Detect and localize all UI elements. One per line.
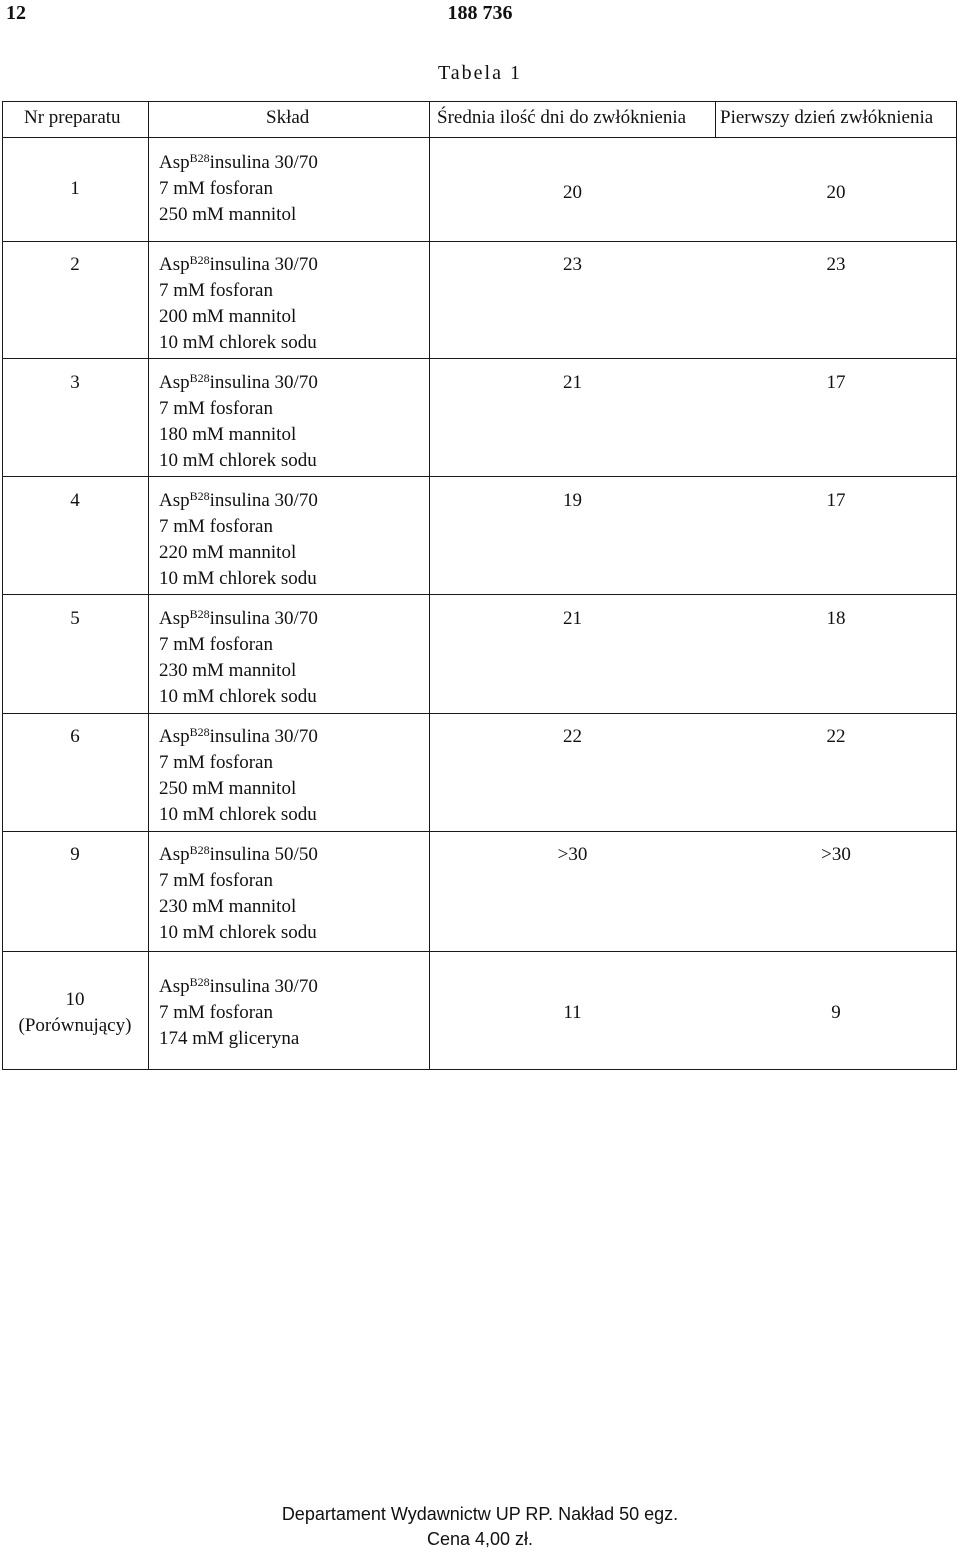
row-srednia: >30 (557, 844, 588, 865)
row-srednia: 11 (563, 1002, 582, 1023)
row-srednia: 20 (563, 182, 582, 203)
ingredient-prefix: Asp (159, 490, 190, 511)
ingredient: 10 mM chlorek sodu (159, 922, 317, 943)
ingredient: 7 mM fosforan (159, 634, 273, 655)
ingredient-first: insulina 30/70 (209, 608, 318, 629)
ingredient-first: insulina 30/70 (209, 976, 318, 997)
row-sklad (159, 370, 318, 474)
data-table (2, 101, 957, 1070)
row-divider (2, 713, 957, 714)
header-srednia: Średnia ilość dni do zwłóknienia (437, 107, 687, 128)
ingredient-superscript: B28 (189, 489, 210, 503)
table-border-left (2, 101, 3, 1070)
ingredient-first: insulina 30/70 (209, 152, 318, 173)
ingredient-superscript: B28 (189, 253, 210, 267)
row-srednia: 22 (563, 726, 582, 747)
row-srednia: 19 (563, 490, 582, 511)
ingredient-first: insulina 30/70 (209, 726, 318, 747)
publisher-footer (0, 1502, 960, 1552)
column-divider (148, 101, 149, 1070)
ingredient: 10 mM chlorek sodu (159, 332, 317, 353)
row-pierwszy: 17 (826, 490, 846, 511)
ingredient: 7 mM fosforan (159, 1002, 273, 1023)
table-border-right (956, 101, 957, 1070)
ingredient-superscript: B28 (189, 843, 210, 857)
ingredient-prefix: Asp (159, 254, 190, 275)
row-nr: 5 (70, 608, 80, 629)
row-pierwszy: 23 (826, 254, 846, 275)
ingredient-prefix: Asp (159, 372, 190, 393)
ingredient-first: insulina 50/50 (209, 844, 318, 865)
ingredient-superscript: B28 (189, 975, 210, 989)
row-divider (2, 476, 957, 477)
ingredient: 7 mM fosforan (159, 280, 273, 301)
page-number: 12 (6, 2, 26, 24)
ingredient: 7 mM fosforan (159, 516, 273, 537)
row-pierwszy: 9 (831, 1002, 841, 1023)
row-srednia: 21 (563, 372, 582, 393)
ingredient: 10 mM chlorek sodu (159, 568, 317, 589)
row-pierwszy: 18 (826, 608, 846, 629)
row-divider (2, 594, 957, 595)
row-pierwszy: 20 (826, 182, 846, 203)
ingredient: 7 mM fosforan (159, 752, 273, 773)
row-pierwszy: >30 (821, 844, 851, 865)
ingredient-prefix: Asp (159, 976, 190, 997)
ingredient: 230 mM mannitol (159, 660, 297, 681)
row-sklad (159, 150, 318, 228)
row-nr: 9 (70, 844, 80, 865)
row-sklad (159, 606, 318, 710)
ingredient: 7 mM fosforan (159, 398, 273, 419)
row-pierwszy: 17 (826, 372, 846, 393)
ingredient: 10 mM chlorek sodu (159, 450, 317, 471)
row-nr: 4 (70, 490, 80, 511)
header-pierwszy: Pierwszy dzień zwłóknienia (720, 107, 934, 128)
ingredient: 10 mM chlorek sodu (159, 686, 317, 707)
ingredient-superscript: B28 (189, 607, 210, 621)
row-nr: 10 (65, 989, 85, 1010)
row-pierwszy: 22 (826, 726, 846, 747)
row-nr-note: (Porównujący) (18, 1015, 132, 1036)
row-sklad (159, 252, 318, 356)
ingredient-prefix: Asp (159, 152, 190, 173)
header-nr-preparatu: Nr preparatu (24, 107, 121, 128)
ingredient: 230 mM mannitol (159, 896, 297, 917)
row-nr: 3 (70, 372, 80, 393)
header-divider (2, 137, 957, 138)
header-sklad: Skład (266, 107, 310, 128)
row-sklad (159, 488, 318, 592)
row-divider (2, 951, 957, 952)
ingredient-first: insulina 30/70 (209, 372, 318, 393)
patent-number: 188 736 (447, 2, 513, 24)
row-nr: 6 (70, 726, 80, 747)
footer-price: Cena 4,00 zł. (426, 1529, 534, 1549)
ingredient: 200 mM mannitol (159, 306, 297, 327)
ingredient: 180 mM mannitol (159, 424, 297, 445)
ingredient: 10 mM chlorek sodu (159, 804, 317, 825)
ingredient: 7 mM fosforan (159, 178, 273, 199)
column-divider (715, 101, 716, 137)
row-nr: 2 (70, 254, 80, 275)
row-nr: 1 (70, 178, 80, 199)
table-title: Tabela 1 (437, 62, 522, 84)
row-srednia: 23 (563, 254, 582, 275)
table-border-bottom (2, 1069, 957, 1070)
row-sklad (159, 724, 318, 828)
table-border-top (2, 101, 957, 102)
ingredient-superscript: B28 (189, 371, 210, 385)
ingredient-first: insulina 30/70 (209, 490, 318, 511)
ingredient-superscript: B28 (189, 725, 210, 739)
ingredient-first: insulina 30/70 (209, 254, 318, 275)
row-sklad (159, 842, 318, 946)
row-sklad (159, 974, 318, 1052)
ingredient: 174 mM gliceryna (159, 1028, 300, 1049)
row-divider (2, 831, 957, 832)
ingredient: 220 mM mannitol (159, 542, 297, 563)
ingredient-prefix: Asp (159, 608, 190, 629)
row-srednia: 21 (563, 608, 582, 629)
ingredient-prefix: Asp (159, 726, 190, 747)
ingredient: 7 mM fosforan (159, 870, 273, 891)
ingredient-superscript: B28 (189, 151, 210, 165)
row-divider (2, 358, 957, 359)
row-divider (2, 241, 957, 242)
ingredient-prefix: Asp (159, 844, 190, 865)
ingredient: 250 mM mannitol (159, 204, 297, 225)
column-divider (429, 101, 430, 1070)
ingredient: 250 mM mannitol (159, 778, 297, 799)
footer-publisher: Departament Wydawnictw UP RP. Nakład 50 egz. (281, 1504, 679, 1524)
